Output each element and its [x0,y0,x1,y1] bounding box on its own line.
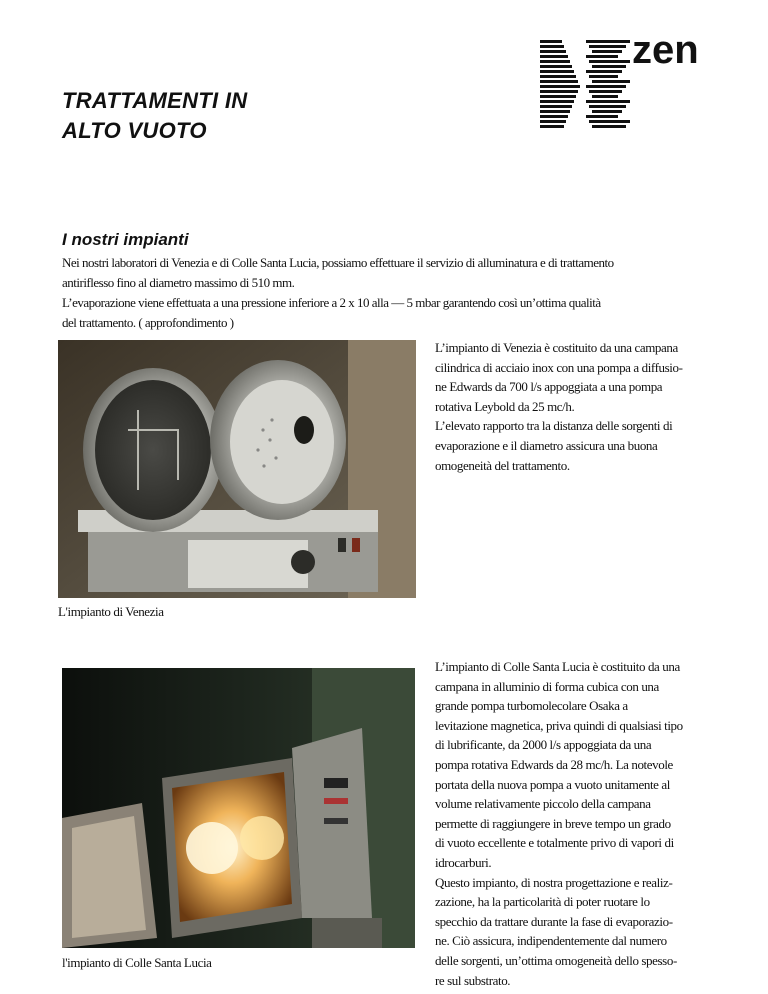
text-line: di lubrificante, da 2000 l/s appoggiata da una [435,737,652,753]
text-line: re sul substrato. [435,972,511,988]
text-line: zazione, ha la particolarità di poter ruotare lo [435,894,650,910]
text-line: permette di raggiungere in breve tempo un grado [435,815,671,831]
text-line: L’impianto di Colle Santa Lucia è costituito da una [435,659,680,674]
section-heading: I nostri impianti [62,230,189,249]
intro-line: Nei nostri laboratori di Venezia e di Colle Santa Lucia, possiamo effettuare il servizio di alluminatura e di trattamento [62,255,614,270]
text-line: di vuoto eccellente e totalmente privo di vapori di [435,835,674,851]
intro-line: antiriflesso fino al diametro massimo di 510 mm. [62,275,295,290]
page-title [62,86,247,146]
caption-venezia: L'impianto di Venezia [58,604,164,619]
colle-description [435,657,735,990]
text-line: levitazione magnetica, priva quindi di qualsiasi tipo [435,717,683,733]
photo-colle-santa-lucia-plant [62,668,415,948]
text-line: ne. Ciò assicura, indipendentemente dal numero [435,933,667,949]
venezia-description [435,338,735,475]
text-line: rotativa Leybold da 25 mc/h. [435,398,575,414]
text-line: grande pompa turbomolecolare Osaka a [435,698,628,714]
title-line-1: TRATTAMENTI IN [62,88,248,113]
text-line: cilindrica di acciaio inox con una pompa a diffusio- [435,359,683,375]
zen-logo-text: zen [632,28,699,72]
text-line: pompa rotativa Edwards da 28 mc/h. La notevole [435,756,673,772]
text-line: ne Edwards da 700 l/s appoggiata a una pompa [435,379,663,395]
text-line: evaporazione e il diametro assicura una buona [435,437,658,453]
text-line: L’impianto di Venezia è costituito da una campana [435,340,678,355]
text-line: portata della nuova pompa a vuoto unitamente al [435,776,670,792]
text-line: Questo impianto, di nostra progettazione e realiz- [435,874,673,890]
text-line: volume relativamente piccolo della campana [435,796,651,812]
intro-paragraph [62,253,722,333]
photo-venezia-plant [58,340,416,598]
text-line: delle sorgenti, un’ottima omogeneità dello spesso- [435,952,677,968]
intro-line: L’evaporazione viene effettuata a una pressione inferiore a 2 x 10 alla — 5 mbar garantendo così un’ottima qualità [62,295,601,310]
text-line: omogeneità del trattamento. [435,457,570,473]
text-line: campana in alluminio di forma cubica con una [435,678,659,694]
text-line: specchio da trattare durante la fase di evaporazio- [435,913,673,929]
caption-colle-santa-lucia: l'impianto di Colle Santa Lucia [62,955,212,970]
text-line: idrocarburi. [435,854,492,870]
text-line: L’elevato rapporto tra la distanza delle sorgenti di [435,418,673,434]
title-line-2: ALTO VUOTO [62,118,207,143]
intro-line: del trattamento. ( approfondimento ) [62,315,234,330]
